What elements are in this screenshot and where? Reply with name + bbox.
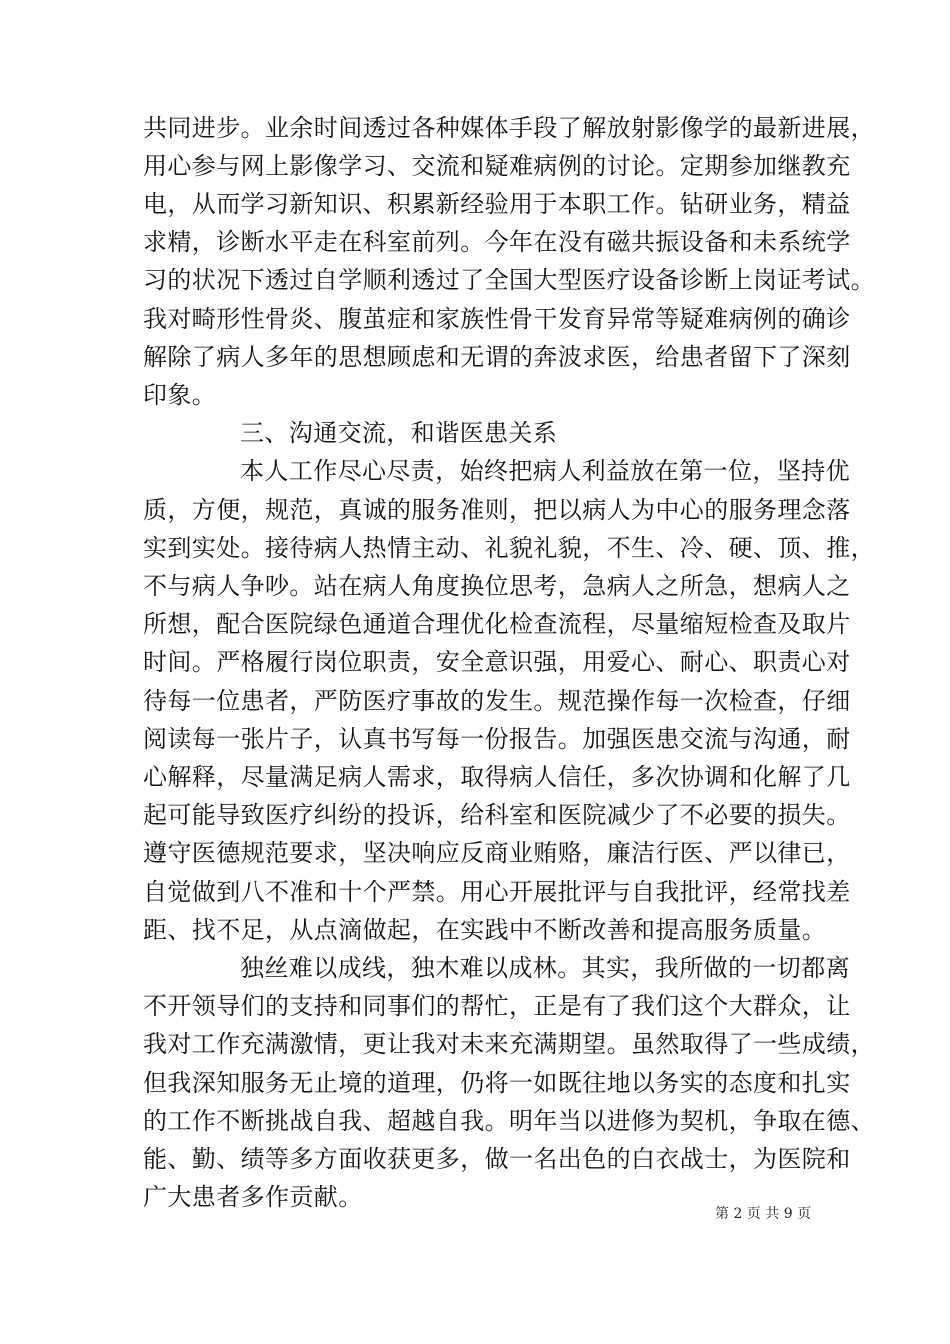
text-line: 广大患者多作贡献。 xyxy=(143,1183,363,1211)
text-line: 不开领导们的支持和同事们的帮忙，正是有了我们这个大群众，让 xyxy=(143,992,851,1020)
text-line: 待每一位患者，严防医疗事故的发生。规范操作每一次检查，仔细 xyxy=(143,687,851,715)
text-line: 电，从而学习新知识、积累新经验用于本职工作。钻研业务，精益 xyxy=(143,190,851,218)
text-line: 能、勤、绩等多方面收获更多，做一名出色的白衣战士，为医院和 xyxy=(143,1145,851,1173)
text-line: 不与病人争吵。站在病人角度换位思考，急病人之所急，想病人之 xyxy=(143,572,851,600)
text-line: 所想，配合医院绿色通道合理优化检查流程，尽量缩短检查及取片 xyxy=(143,610,851,638)
text-line: 时间。严格履行岗位职责，安全意识强，用爱心、耐心、职责心对 xyxy=(143,648,851,676)
text-line: 起可能导致医疗纠纷的投诉，给科室和医院减少了不必要的损失。 xyxy=(143,801,851,829)
text-line: 距、找不足，从点滴做起，在实践中不断改善和提高服务质量。 xyxy=(143,916,827,944)
text-line: 求精，诊断水平走在科室前列。今年在没有磁共振设备和未系统学 xyxy=(143,228,851,256)
text-line: 习的状况下透过自学顺利透过了全国大型医疗设备诊断上岗证考试。 xyxy=(143,266,875,294)
text-line: 我对工作充满激情，更让我对未来充满期望。虽然取得了一些成绩， xyxy=(143,1030,875,1058)
text-line: 的工作不断挑战自我、超越自我。明年当以进修为契机，争取在德、 xyxy=(143,1107,875,1135)
page-footer: 第 2 页 共 9 页 xyxy=(715,1206,812,1222)
text-line: 用心参与网上影像学习、交流和疑难病例的讨论。定期参加继教充 xyxy=(143,152,851,180)
text-line: 阅读每一张片子，认真书写每一份报告。加强医患交流与沟通，耐 xyxy=(143,725,851,753)
text-line: 实到实处。接待病人热情主动、礼貌礼貌，不生、冷、硬、顶、推， xyxy=(143,534,875,562)
text-line: 遵守医德规范要求，坚决响应反商业贿赂，廉洁行医、严以律已， xyxy=(143,839,851,867)
text-line: 本人工作尽心尽责，始终把病人利益放在第一位，坚持优 xyxy=(240,457,850,485)
text-line: 印象。 xyxy=(143,381,217,409)
text-line: 独丝难以成线，独木难以成林。其实，我所做的一切都离 xyxy=(240,954,850,982)
text-line: 三、沟通交流，和谐医患关系 xyxy=(240,419,558,447)
text-line: 共同进步。业余时间透过各种媒体手段了解放射影像学的最新进展， xyxy=(143,114,875,142)
text-line: 自觉做到八不准和十个严禁。用心开展批评与自我批评，经常找差 xyxy=(143,878,851,906)
text-line: 但我深知服务无止境的道理，仍将一如既往地以务实的态度和扎实 xyxy=(143,1069,851,1097)
text-line: 我对畸形性骨炎、腹茧症和家族性骨干发育异常等疑难病例的确诊 xyxy=(143,305,851,333)
text-line: 解除了病人多年的思想顾虑和无谓的奔波求医，给患者留下了深刻 xyxy=(143,343,851,371)
text-line: 质，方便，规范，真诚的服务准则，把以病人为中心的服务理念落 xyxy=(143,496,851,524)
text-line: 心解释，尽量满足病人需求，取得病人信任，多次协调和化解了几 xyxy=(143,763,851,791)
